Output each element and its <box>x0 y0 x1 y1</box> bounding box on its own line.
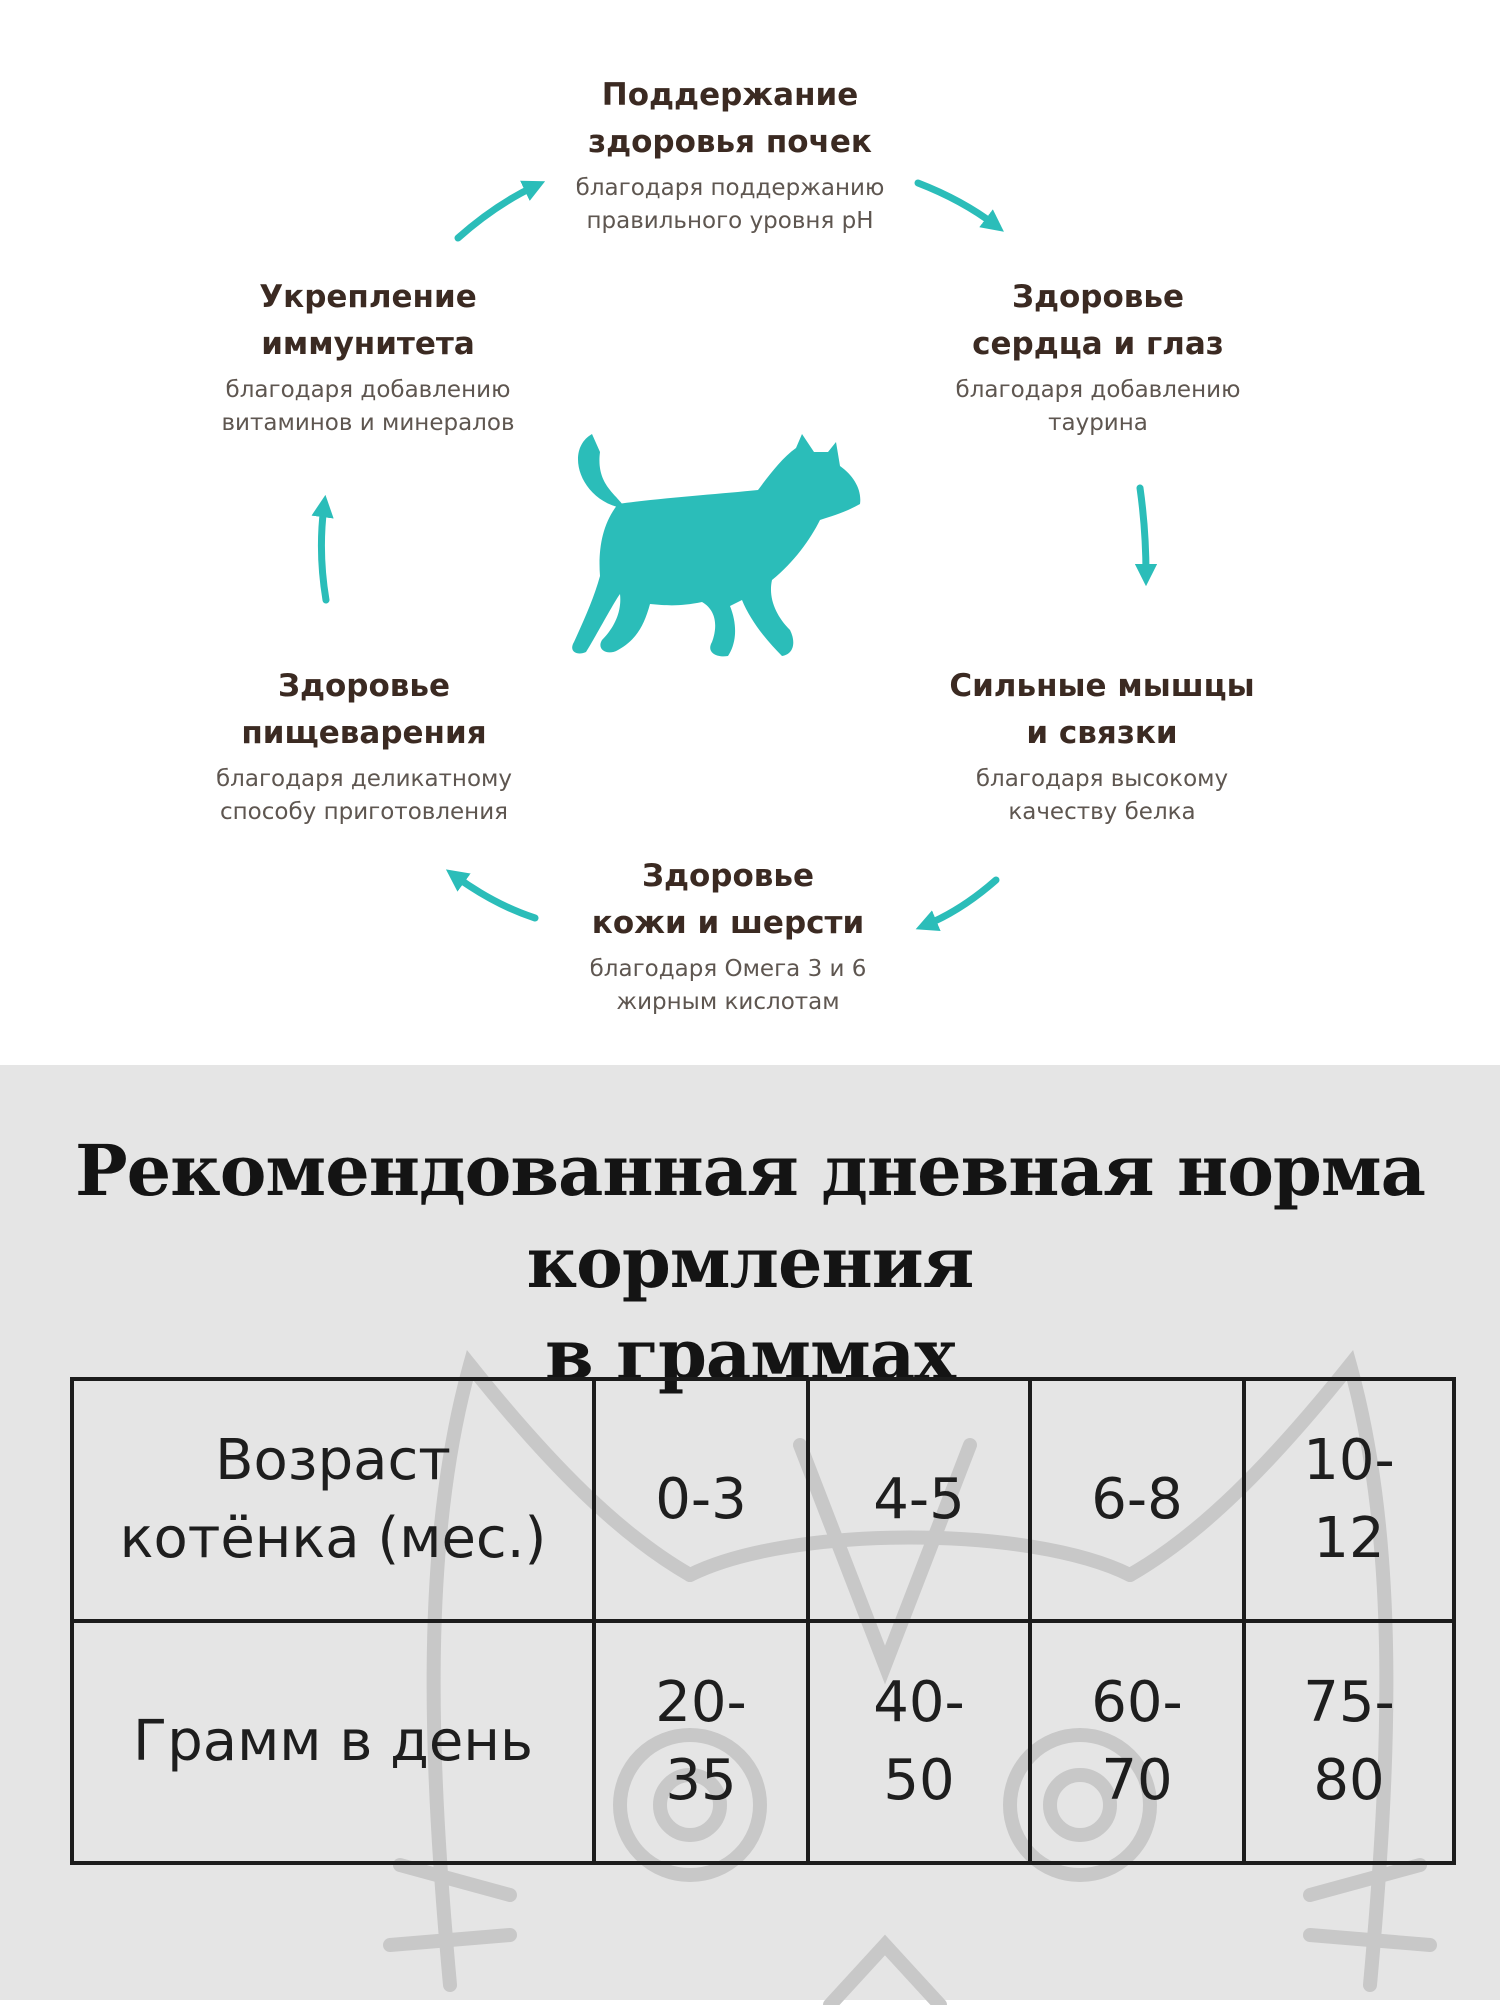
benefit-description: благодаря добавлению витаминов и минералов <box>221 377 515 436</box>
benefit-skin-coat <box>518 853 938 1019</box>
benefit-description: благодаря высокому качеству белка <box>975 766 1229 825</box>
feeding-section <box>0 1065 1500 2000</box>
age-cell: 4-5 <box>808 1379 1030 1621</box>
feeding-table <box>70 1377 1456 1865</box>
benefit-immunity <box>158 274 578 440</box>
arrow-icon <box>1140 488 1146 575</box>
benefit-title: Здоровье пищеварения <box>241 668 487 751</box>
benefit-description: благодаря Омега 3 и 6 жирным кислотам <box>589 956 867 1015</box>
benefit-description: благодаря добавлению таурина <box>955 377 1241 436</box>
benefit-digestion <box>154 663 574 829</box>
benefit-title: Сильные мышцы и связки <box>949 668 1255 751</box>
table-row <box>72 1621 1454 1863</box>
grams-cell: 75- 80 <box>1244 1621 1454 1863</box>
benefit-heart-eyes <box>888 274 1308 440</box>
age-cell: 10- 12 <box>1244 1379 1454 1621</box>
grams-cell: 20- 35 <box>594 1621 808 1863</box>
benefit-title: Поддержание здоровья почек <box>588 77 872 160</box>
benefit-description: благодаря деликатному способу приготовления <box>215 766 513 825</box>
benefit-muscles <box>892 663 1312 829</box>
cat-silhouette-icon <box>570 430 890 670</box>
age-cell: 6-8 <box>1030 1379 1244 1621</box>
benefit-title: Здоровье кожи и шерсти <box>591 858 865 941</box>
grams-cell: 60- 70 <box>1030 1621 1244 1863</box>
grams-cell: 40- 50 <box>808 1621 1030 1863</box>
table-row <box>72 1379 1454 1621</box>
benefit-description: благодаря поддержанию правильного уровня pH <box>575 175 885 234</box>
benefit-title: Здоровье сердца и глаз <box>972 279 1224 362</box>
benefit-title: Укрепление иммунитета <box>259 279 477 362</box>
grams-header-cell: Грамм в день <box>72 1621 594 1863</box>
age-header-cell: Возраст котёнка (мес.) <box>72 1379 594 1621</box>
feeding-title: Рекомендованная дневная норма кормления в граммах <box>74 1129 1425 1396</box>
arrow-icon <box>321 506 326 600</box>
benefit-kidneys <box>520 72 940 238</box>
age-cell: 0-3 <box>594 1379 808 1621</box>
